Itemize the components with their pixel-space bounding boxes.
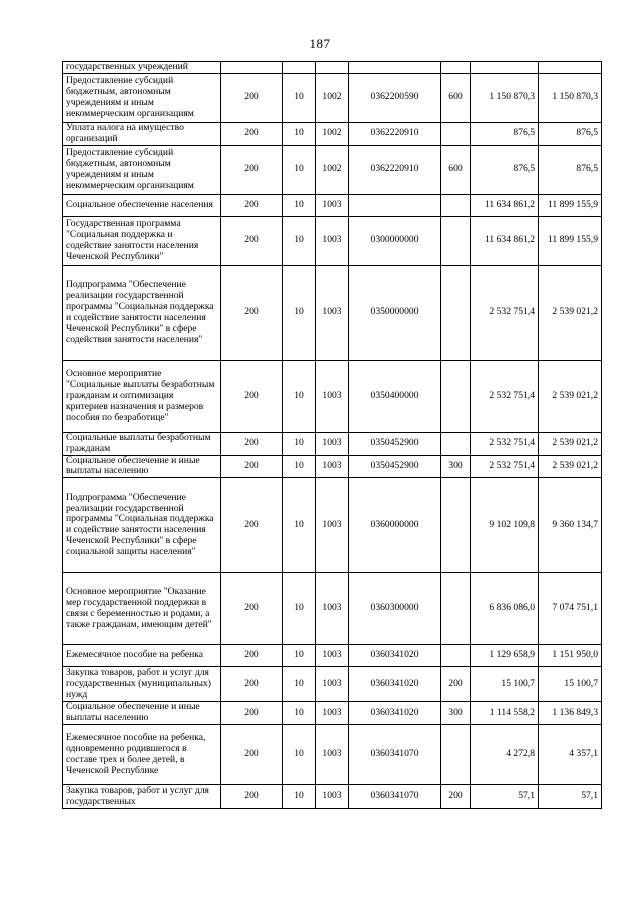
row-name-cell: государственных учреждений: [63, 62, 221, 74]
target-article-cell: 0362200590: [349, 73, 441, 122]
expense-type-cell: 600: [441, 73, 471, 122]
row-name-cell: Подпрограмма "Обеспечение реализации государственной программы "Социальная поддержка и содействие занятости населения Чеченской Республики" в сфере содействия занятости населения": [63, 265, 221, 360]
amount-year1-cell: 1 114 558,2: [471, 702, 539, 725]
grbs-cell: 200: [221, 145, 283, 194]
target-article-cell: 0362220910: [349, 145, 441, 194]
target-article-cell: 0360341020: [349, 667, 441, 702]
expense-type-cell: [441, 645, 471, 667]
amount-year1-cell: 876,5: [471, 145, 539, 194]
section-cell: 10: [283, 725, 316, 785]
target-article-cell: 0360341020: [349, 645, 441, 667]
target-article-cell: [349, 194, 441, 216]
row-name-cell: Социальное обеспечение населения: [63, 194, 221, 216]
section-cell: 10: [283, 73, 316, 122]
budget-table: [62, 61, 602, 809]
section-cell: 10: [283, 360, 316, 432]
section-cell: 10: [283, 265, 316, 360]
table-row: [63, 573, 602, 645]
table-row: [63, 455, 602, 478]
subsection-cell: 1003: [316, 478, 349, 573]
amount-year2-cell: 2 539 021,2: [539, 455, 602, 478]
table-row: [63, 122, 602, 145]
target-article-cell: 0350000000: [349, 265, 441, 360]
expense-type-cell: [441, 360, 471, 432]
grbs-cell: 200: [221, 122, 283, 145]
expense-type-cell: [441, 62, 471, 74]
grbs-cell: 200: [221, 73, 283, 122]
expense-type-cell: 200: [441, 785, 471, 809]
grbs-cell: 200: [221, 478, 283, 573]
row-name-cell: Ежемесячное пособие на ребенка, одновременно родившегося в составе трех и более детей, в Чеченской Республике: [63, 725, 221, 785]
subsection-cell: 1003: [316, 702, 349, 725]
page-number: 187: [309, 36, 331, 51]
expense-type-cell: 200: [441, 667, 471, 702]
section-cell: [283, 62, 316, 74]
grbs-cell: 200: [221, 216, 283, 265]
amount-year2-cell: 2 539 021,2: [539, 265, 602, 360]
grbs-cell: 200: [221, 432, 283, 455]
table-row: [63, 667, 602, 702]
expense-type-cell: 600: [441, 145, 471, 194]
amount-year1-cell: 11 634 861,2: [471, 216, 539, 265]
amount-year2-cell: 2 539 021,2: [539, 360, 602, 432]
row-name-cell: Социальные выплаты безработным гражданам: [63, 432, 221, 455]
grbs-cell: 200: [221, 455, 283, 478]
target-article-cell: 0360341020: [349, 702, 441, 725]
subsection-cell: 1003: [316, 455, 349, 478]
amount-year2-cell: 11 899 155,9: [539, 194, 602, 216]
section-cell: 10: [283, 667, 316, 702]
subsection-cell: 1003: [316, 785, 349, 809]
expense-type-cell: 300: [441, 455, 471, 478]
grbs-cell: 200: [221, 573, 283, 645]
grbs-cell: 200: [221, 265, 283, 360]
subsection-cell: 1003: [316, 667, 349, 702]
expense-type-cell: [441, 432, 471, 455]
table-body: [63, 62, 602, 809]
table-row: [63, 62, 602, 74]
amount-year1-cell: 2 532 751,4: [471, 265, 539, 360]
amount-year2-cell: 7 074 751,1: [539, 573, 602, 645]
amount-year2-cell: 57,1: [539, 785, 602, 809]
row-name-cell: Уплата налога на имущество организаций: [63, 122, 221, 145]
subsection-cell: 1003: [316, 194, 349, 216]
subsection-cell: 1003: [316, 432, 349, 455]
amount-year2-cell: 9 360 134,7: [539, 478, 602, 573]
subsection-cell: 1002: [316, 73, 349, 122]
row-name-cell: Основное мероприятие "Социальные выплаты безработным гражданам и оптимизация критериев назначения и размеров пособия по безработице": [63, 360, 221, 432]
amount-year1-cell: 2 532 751,4: [471, 455, 539, 478]
amount-year1-cell: 4 272,8: [471, 725, 539, 785]
amount-year1-cell: 9 102 109,8: [471, 478, 539, 573]
amount-year2-cell: 11 899 155,9: [539, 216, 602, 265]
row-name-cell: Социальное обеспечение и иные выплаты населению: [63, 455, 221, 478]
amount-year1-cell: 876,5: [471, 122, 539, 145]
subsection-cell: 1003: [316, 216, 349, 265]
target-article-cell: 0300000000: [349, 216, 441, 265]
row-name-cell: Государственная программа "Социальная поддержка и содействие занятости населения Чеченской Республики": [63, 216, 221, 265]
subsection-cell: 1003: [316, 360, 349, 432]
expense-type-cell: [441, 478, 471, 573]
amount-year2-cell: 2 539 021,2: [539, 432, 602, 455]
amount-year1-cell: 6 836 086,0: [471, 573, 539, 645]
section-cell: 10: [283, 455, 316, 478]
amount-year1-cell: 2 532 751,4: [471, 360, 539, 432]
table-row: [63, 645, 602, 667]
section-cell: 10: [283, 432, 316, 455]
subsection-cell: 1002: [316, 122, 349, 145]
row-name-cell: Основное мероприятие "Оказание мер государственной поддержки в связи с беременностью и родами, а также гражданам, имеющим детей": [63, 573, 221, 645]
target-article-cell: 0360341070: [349, 725, 441, 785]
amount-year2-cell: 4 357,1: [539, 725, 602, 785]
grbs-cell: 200: [221, 725, 283, 785]
grbs-cell: 200: [221, 702, 283, 725]
target-article-cell: 0360300000: [349, 573, 441, 645]
amount-year2-cell: 876,5: [539, 122, 602, 145]
section-cell: 10: [283, 702, 316, 725]
amount-year1-cell: 1 150 870,3: [471, 73, 539, 122]
grbs-cell: 200: [221, 360, 283, 432]
target-article-cell: 0360000000: [349, 478, 441, 573]
row-name-cell: Закупка товаров, работ и услуг для государственных (муниципальных) нужд: [63, 667, 221, 702]
row-name-cell: Социальное обеспечение и иные выплаты населению: [63, 702, 221, 725]
expense-type-cell: [441, 216, 471, 265]
section-cell: 10: [283, 573, 316, 645]
expense-type-cell: [441, 573, 471, 645]
amount-year1-cell: 1 129 658,9: [471, 645, 539, 667]
target-article-cell: 0350400000: [349, 360, 441, 432]
target-article-cell: [349, 62, 441, 74]
grbs-cell: 200: [221, 645, 283, 667]
amount-year1-cell: [471, 62, 539, 74]
table-row: [63, 360, 602, 432]
table-row: [63, 73, 602, 122]
subsection-cell: 1003: [316, 645, 349, 667]
amount-year2-cell: 1 136 849,3: [539, 702, 602, 725]
target-article-cell: 0360341070: [349, 785, 441, 809]
section-cell: 10: [283, 194, 316, 216]
target-article-cell: 0350452900: [349, 455, 441, 478]
section-cell: 10: [283, 478, 316, 573]
table-row: [63, 145, 602, 194]
amount-year1-cell: 11 634 861,2: [471, 194, 539, 216]
amount-year2-cell: 1 150 870,3: [539, 73, 602, 122]
grbs-cell: 200: [221, 194, 283, 216]
target-article-cell: 0350452900: [349, 432, 441, 455]
section-cell: 10: [283, 216, 316, 265]
row-name-cell: Подпрограмма "Обеспечение реализации государственной программы "Социальная поддержка и содействие занятости населения Чеченской Республики" в сфере социальной защиты населения": [63, 478, 221, 573]
subsection-cell: 1003: [316, 573, 349, 645]
amount-year1-cell: 2 532 751,4: [471, 432, 539, 455]
expense-type-cell: [441, 725, 471, 785]
subsection-cell: 1003: [316, 725, 349, 785]
subsection-cell: [316, 62, 349, 74]
section-cell: 10: [283, 645, 316, 667]
row-name-cell: Ежемесячное пособие на ребенка: [63, 645, 221, 667]
section-cell: 10: [283, 145, 316, 194]
table-row: [63, 478, 602, 573]
expense-type-cell: [441, 122, 471, 145]
row-name-cell: Закупка товаров, работ и услуг для государственных: [63, 785, 221, 809]
subsection-cell: 1003: [316, 265, 349, 360]
table-row: [63, 265, 602, 360]
grbs-cell: 200: [221, 785, 283, 809]
amount-year2-cell: 876,5: [539, 145, 602, 194]
row-name-cell: Предоставление субсидий бюджетным, автономным учреждениям и иным некоммерческим организациям: [63, 145, 221, 194]
target-article-cell: 0362220910: [349, 122, 441, 145]
amount-year1-cell: 15 100,7: [471, 667, 539, 702]
row-name-cell: Предоставление субсидий бюджетным, автономным учреждениям и иным некоммерческим организациям: [63, 73, 221, 122]
amount-year1-cell: 57,1: [471, 785, 539, 809]
grbs-cell: [221, 62, 283, 74]
grbs-cell: 200: [221, 667, 283, 702]
amount-year2-cell: [539, 62, 602, 74]
table-row: [63, 432, 602, 455]
expense-type-cell: [441, 194, 471, 216]
table-row: [63, 216, 602, 265]
amount-year2-cell: 15 100,7: [539, 667, 602, 702]
table-row: [63, 194, 602, 216]
amount-year2-cell: 1 151 950,0: [539, 645, 602, 667]
expense-type-cell: [441, 265, 471, 360]
subsection-cell: 1002: [316, 145, 349, 194]
expense-type-cell: 300: [441, 702, 471, 725]
section-cell: 10: [283, 122, 316, 145]
table-row: [63, 725, 602, 785]
table-row: [63, 785, 602, 809]
section-cell: 10: [283, 785, 316, 809]
table-row: [63, 702, 602, 725]
